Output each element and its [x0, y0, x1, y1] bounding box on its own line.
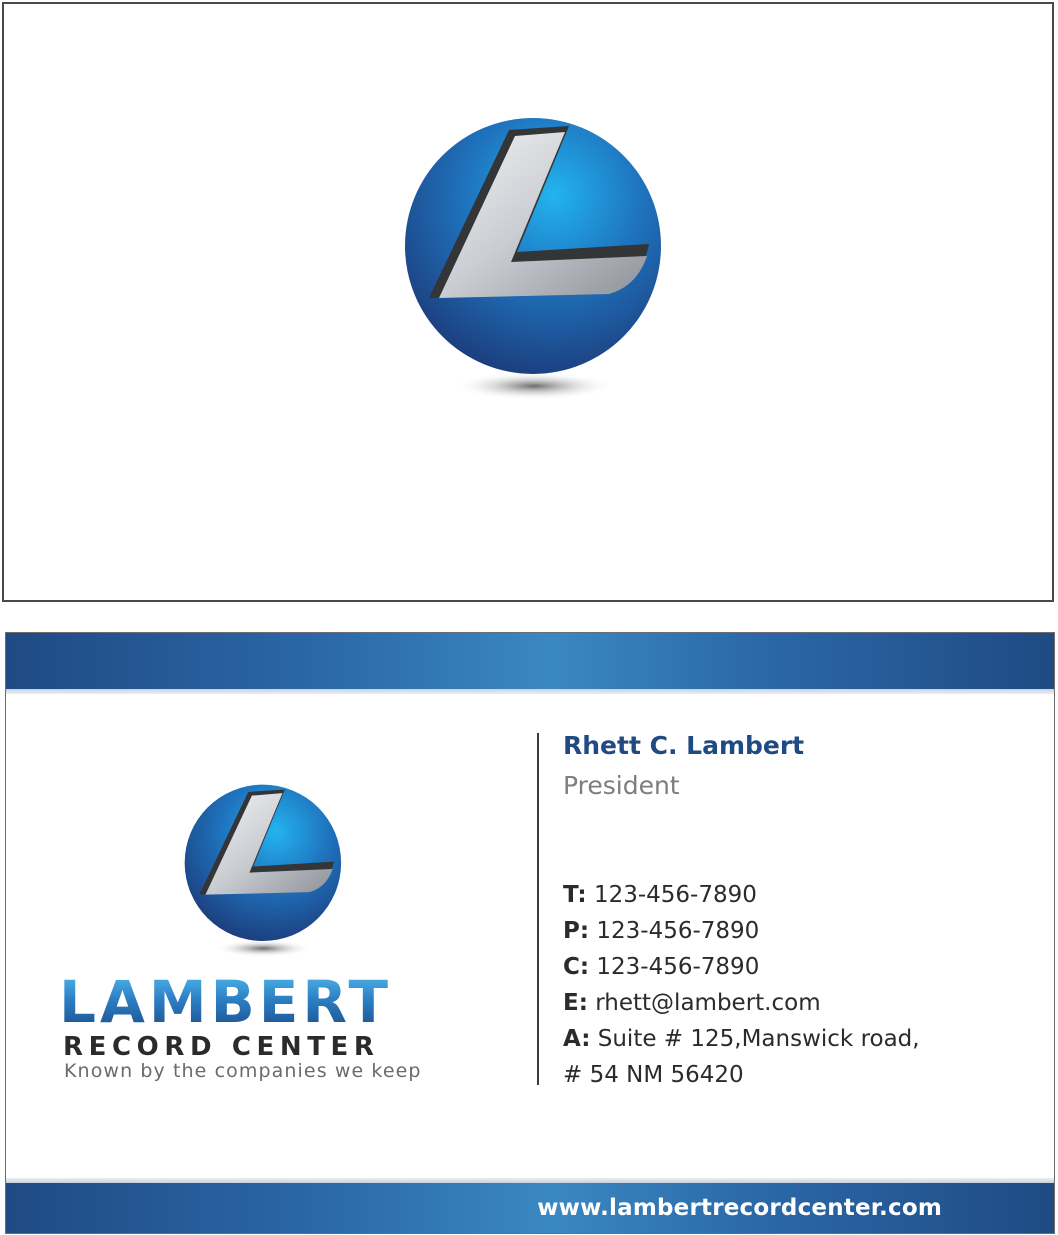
brand-tagline: Known by the companies we keep [64, 1060, 422, 1082]
sphere-letter-l-logo [399, 116, 669, 406]
contact-key: A: [563, 1026, 591, 1052]
contact-key: T: [563, 882, 587, 908]
contact-value: 123-456-7890 [596, 954, 760, 980]
contact-value: 123-456-7890 [596, 918, 760, 944]
contact-phone [563, 913, 920, 949]
business-card-front [2, 2, 1054, 602]
contact-value: Suite # 125,Manswick road, [597, 1026, 920, 1052]
contact-key: P: [563, 918, 590, 944]
contact-list [563, 877, 920, 1093]
contact-address-line-2 [563, 1057, 920, 1093]
contact-cell [563, 949, 920, 985]
vertical-divider [537, 733, 539, 1085]
contact-key: E: [563, 990, 588, 1016]
brand-name: LAMBERT [59, 973, 499, 1031]
contact-key: C: [563, 954, 590, 980]
contact-value: rhett@lambert.com [595, 990, 821, 1016]
header-band [6, 633, 1054, 689]
brand-subtitle: RECORD CENTER [63, 1032, 380, 1062]
person-name: Rhett C. Lambert [563, 731, 805, 760]
contact-value: 123-456-7890 [593, 882, 757, 908]
person-title: President [563, 771, 680, 800]
business-card-back [5, 632, 1055, 1234]
contact-value: # 54 NM 56420 [563, 1062, 744, 1088]
contact-telephone [563, 877, 920, 913]
header-rule [6, 689, 1054, 694]
contact-address [563, 1021, 920, 1057]
sphere-letter-l-logo-small [181, 783, 346, 961]
website-link: www.lambertrecordcenter.com [537, 1195, 942, 1221]
contact-email [563, 985, 920, 1021]
